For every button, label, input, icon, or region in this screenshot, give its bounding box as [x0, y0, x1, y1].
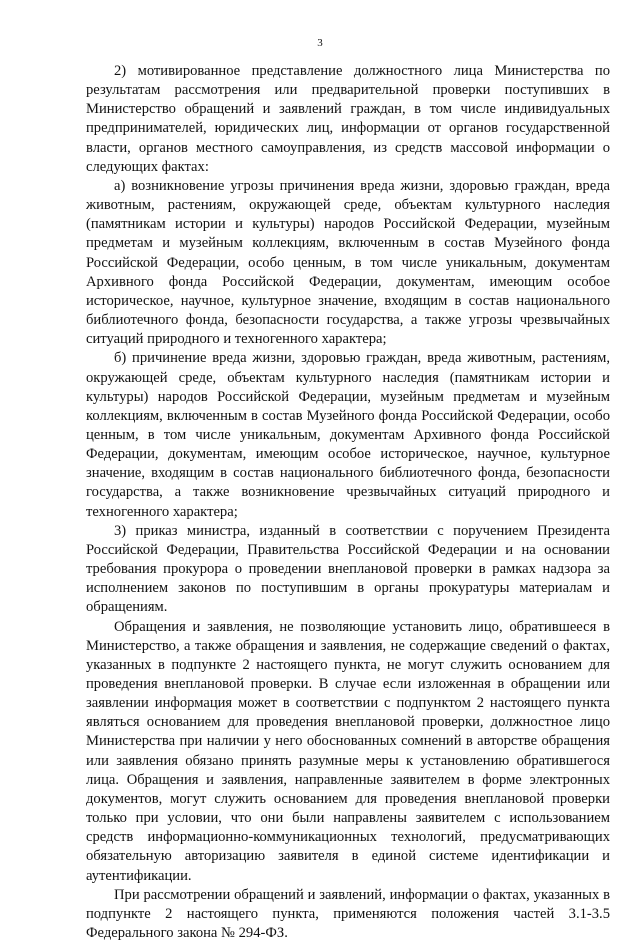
document-body: [86, 62, 610, 943]
paragraph-subitem-b: б) причинение вреда жизни, здоровью граждан, вреда животным, растениям, окружающей среде, объектам культурного наследия (памятникам истории и культуры) народов Российской Федерации, музейным предметам и музейным коллекциям, включенным в состав Музейного фонда Российской Федерации, особо ценным, в том числе уникальным, документам Архивного фонда Российской Федерации, документам, имеющим особое историческое, научное, культурное значение, входящим в состав национального библиотечного фонда, безопасности государства, а также возникновение чрезвычайных ситуаций природного и техногенного характера;: [86, 350, 610, 520]
paragraph-law-reference: При рассмотрении обращений и заявлений, информации о фактах, указанных в подпункте 2 настоящего пункта, применяются положения частей 3.1-3.5 Федерального закона № 294-ФЗ.: [86, 886, 610, 942]
paragraph-item-2: 2) мотивированное представление должностного лица Министерства по результатам рассмотрения или предварительной проверки поступивших в Министерство обращений и заявлений граждан, в том числе индивидуальных предпринимателей, юридических лиц, информации от органов государственной власти, органов местного самоуправления, из средств массовой информации о следующих фактах:: [86, 63, 610, 175]
paragraph-appeals-conditions: Обращения и заявления, не позволяющие установить лицо, обратившееся в Министерство, а также обращения и заявления, не содержащие сведений о фактах, указанных в подпункте 2 настоящего пункта, не могут служить основанием для проведения внеплановой проверки. В случае если изложенная в обращении или заявлении информация может в соответствии с подпунктом 2 настоящего пункта являться основанием для проведения внеплановой проверки, должностное лицо Министерства при наличии у него обоснованных сомнений в авторстве обращения или заявления обязано принять разумные меры к установлению обратившегося лица. Обращения и заявления, направленные заявителем в форме электронных документов, могут служить основанием для проведения внеплановой проверки только при условии, что они были направлены заявителем с использованием средств информационно-коммуникационных технологий, предусматривающих обязательную авторизацию заявителя в единой системе идентификации и аутентификации.: [86, 618, 610, 884]
page-number: 3: [317, 37, 323, 49]
paragraph-item-3: 3) приказ министра, изданный в соответствии с поручением Президента Российской Федерации, Правительства Российской Федерации и на основании требования прокурора о проведении внеплановой проверки в рамках надзора за исполнением законов по поступившим в органы прокуратуры материалам и обращениям.: [86, 522, 610, 616]
paragraph-subitem-a: а) возникновение угрозы причинения вреда жизни, здоровью граждан, вреда животным, растениям, окружающей среде, объектам культурного наследия (памятникам истории и культуры) народов Российской Федерации, музейным предметам и музейным коллекциям, включенным в состав Музейного фонда Российской Федерации, особо ценным, в том числе уникальным, документам Архивного фонда Российской Федерации, документам, имеющим особое историческое, научное, культурное значение, входящим в состав национального библиотечного фонда, безопасности государства, а также угрозы чрезвычайных ситуаций природного и техногенного характера;: [86, 177, 610, 348]
